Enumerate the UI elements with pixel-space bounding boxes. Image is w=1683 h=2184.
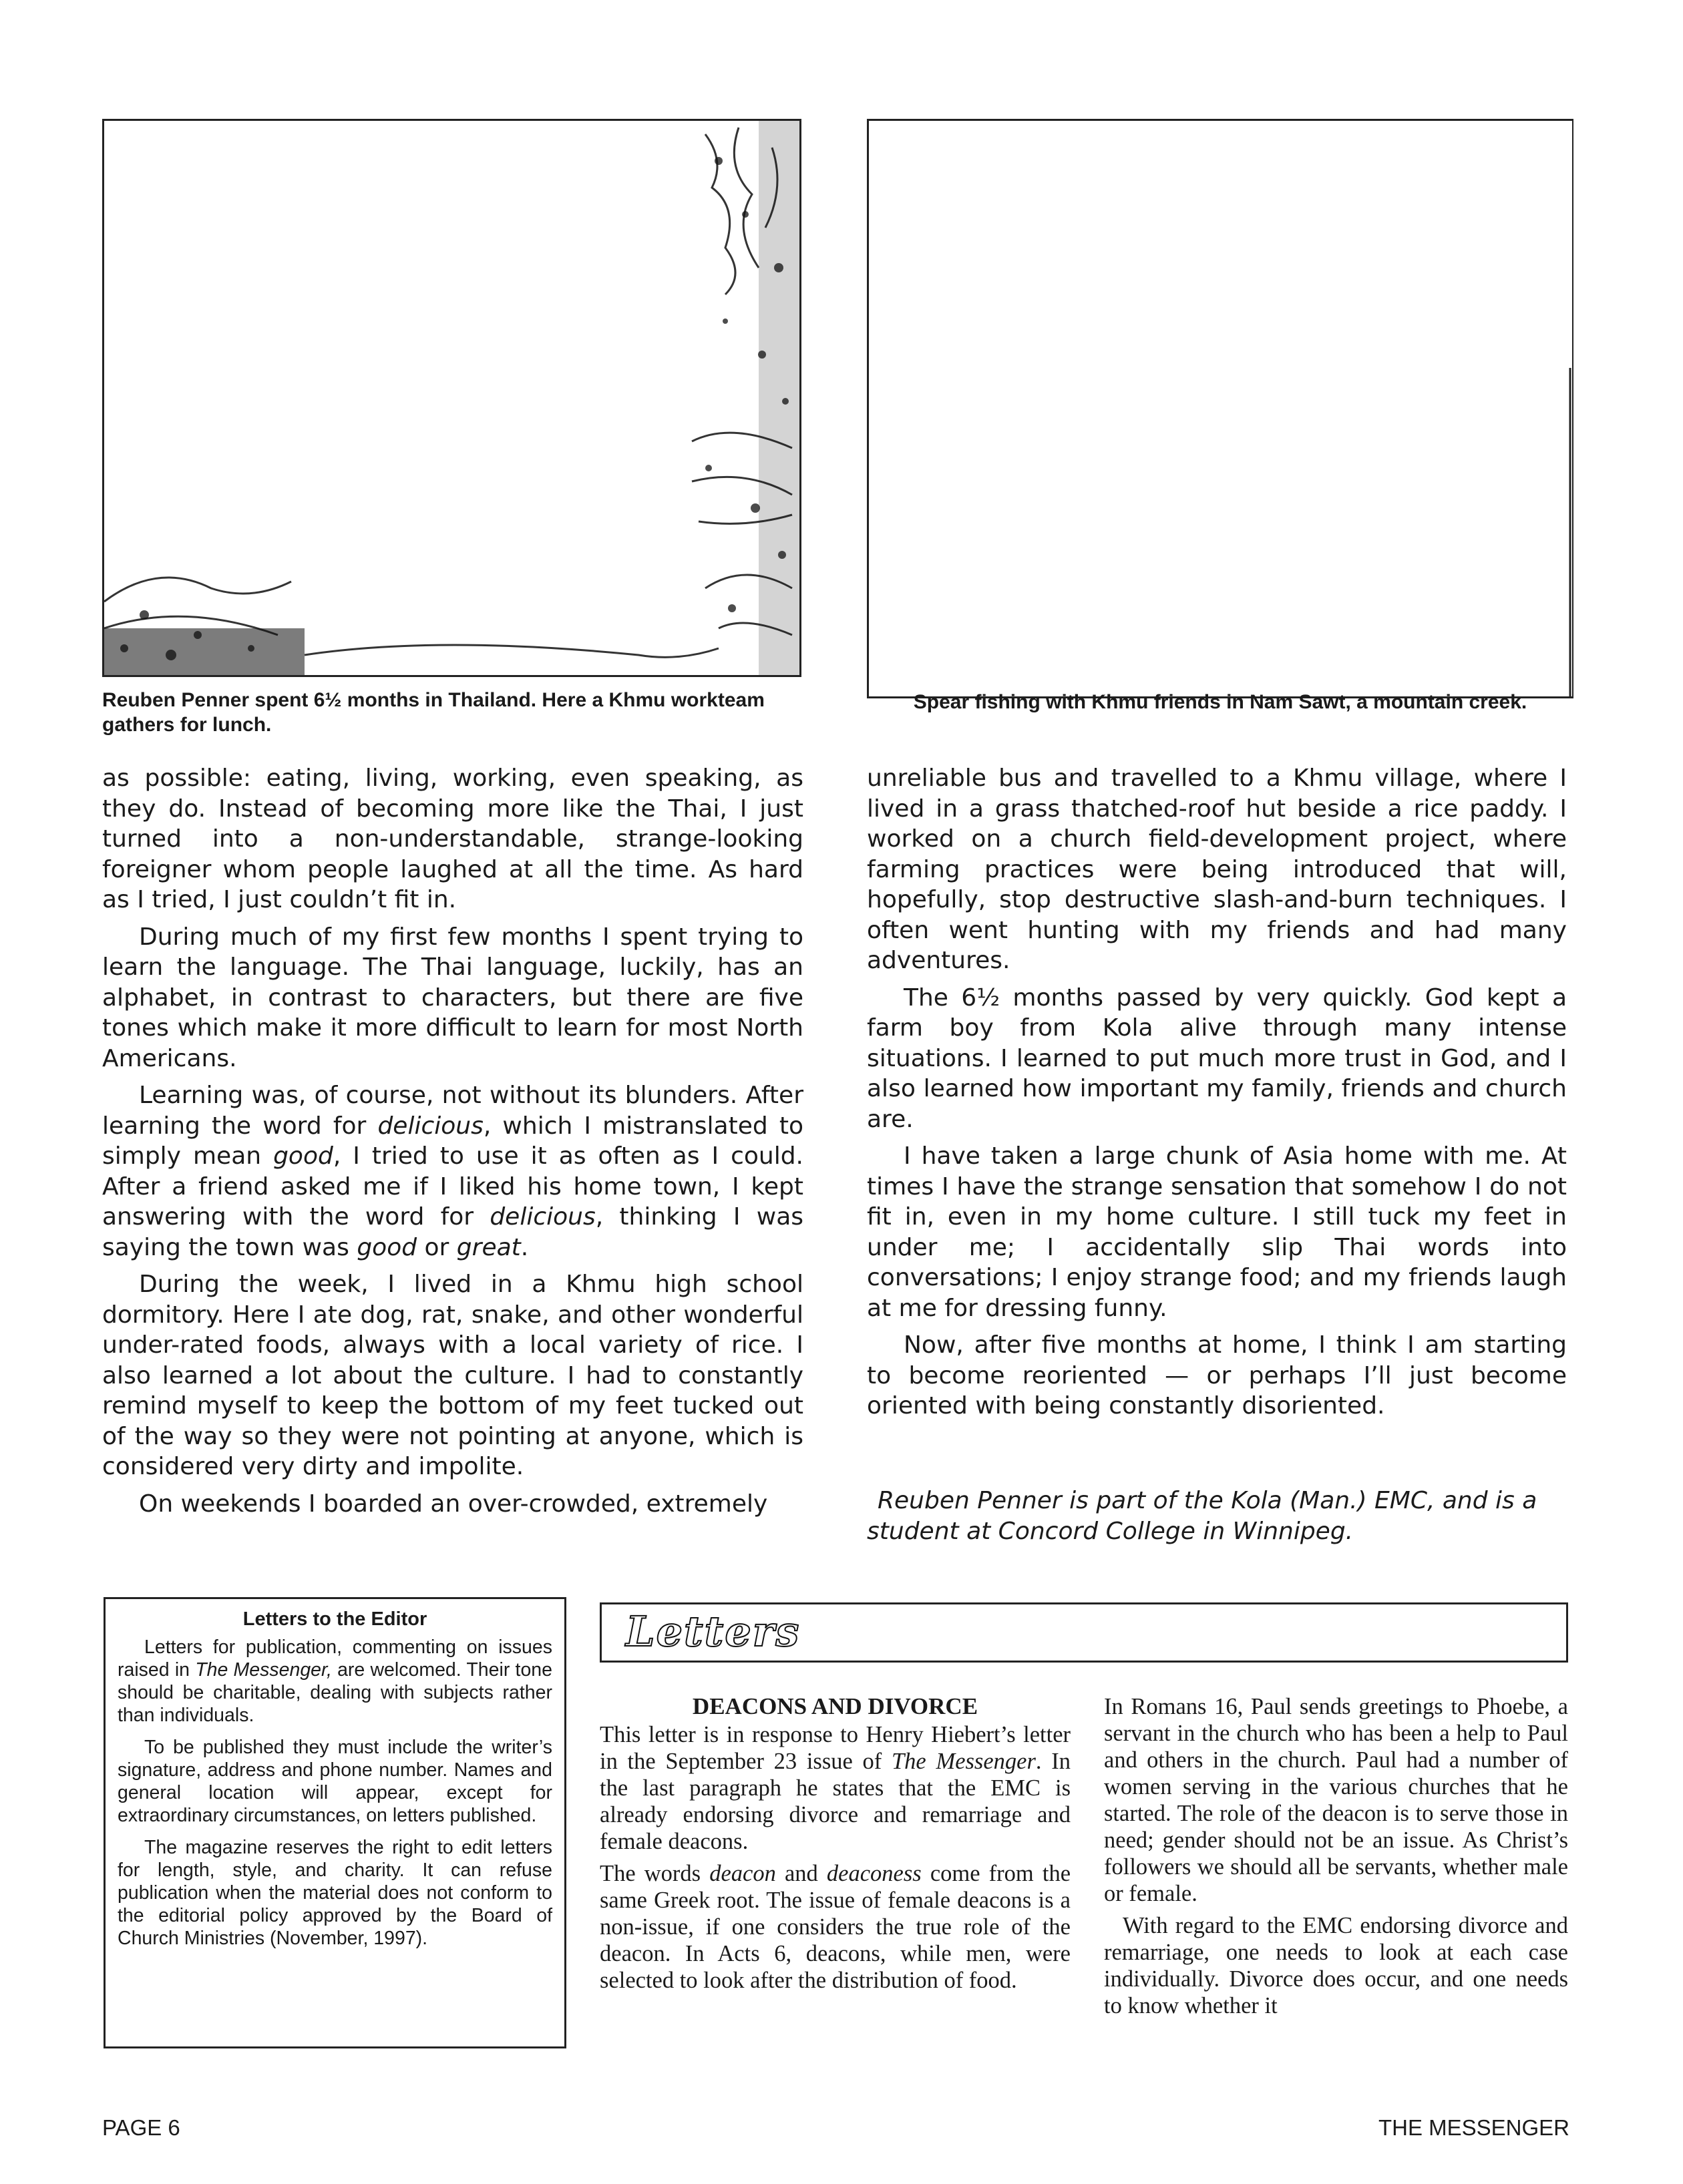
photo-khmu-workteam-image bbox=[104, 121, 799, 675]
letter-column-right bbox=[1104, 1693, 1568, 2024]
article-paragraph: During much of my first few months I spent trying to learn the language. The Thai language, luckily, has an alphabet, in contrast to characters, but there are five tones which make it more difficult to learn for most North Americans. bbox=[102, 923, 803, 1072]
page-number: PAGE 6 bbox=[102, 2115, 180, 2140]
letters-policy-title: Letters to the Editor bbox=[242, 1608, 427, 1630]
photo-khmu-workteam bbox=[102, 119, 801, 677]
article-column-right bbox=[867, 763, 1567, 1428]
article-paragraph-blunders: Learning was, of course, not without its blunders. After learning the word for delicious, which I mistranslated to simply mean good, I tried to use it as often as I could. After a friend asked me if I liked his home town, I kept answering with the word for delicious, thinking I was saying the town was good or great. bbox=[102, 1082, 804, 1261]
author-byline: Reuben Penner is part of the Kola (Man.) EMC, and is a student at Concord College in Winnipeg. bbox=[867, 1487, 1537, 1545]
photo-caption-right: Spear fishing with Khmu friends in Nam Sawt, a mountain creek. bbox=[913, 691, 1527, 713]
policy-paragraph: The magazine reserves the right to edit letters for length, style, and charity. It can refuse publication when the material does not conform to the editorial policy approved by the Board of Church Ministries (November, 1997). bbox=[118, 1837, 552, 1949]
letter-paragraph: This letter is in response to Henry Hiebert’s letter in the September 23 issue of The Messenger. In the last paragraph he states that the EMC is already endorsing divorce and remarriage and female deacons. bbox=[600, 1722, 1071, 1854]
article-paragraph: I have taken a large chunk of Asia home with me. At times I have the strange sensation that somehow I do not fit in, even in my home culture. I still tuck my feet in under me; I accidentally slip Thai words into conversations; I enjoy strange food; and my friends laugh at me for dressing funny. bbox=[867, 1142, 1567, 1322]
letter-column-left bbox=[600, 1693, 1071, 1999]
letter-paragraph: With regard to the EMC endorsing divorce and remarriage, one needs to look at each case individually. Divorce does occur, and one needs to know whether it bbox=[1104, 1913, 1568, 2018]
article-paragraph: unreliable bus and travelled to a Khmu village, where I lived in a grass thatched-roof hut beside a rice paddy. I worked on a church field-development project, where farming practices were being introduced that will, hopefully, stop destructive slash-and-burn techniques. I often went hunting with my friends and had many adventures. bbox=[867, 765, 1567, 974]
article-paragraph: The 6½ months passed by very quickly. God kept a farm boy from Kola alive through many intense situations. I learned to put much more trust in God, and I also learned how important my family, friends and church are. bbox=[867, 984, 1567, 1133]
policy-paragraph: Letters for publication, commenting on issues raised in The Messenger, are welcomed. Their tone should be charitable, dealing with subjects rather than individuals. bbox=[118, 1636, 552, 1726]
photo-caption-left: Reuben Penner spent 6½ months in Thailand. Here a Khmu workteam gathers for lunch. bbox=[102, 689, 765, 736]
publication-name: THE MESSENGER bbox=[1378, 2115, 1569, 2140]
letter-headline: DEACONS AND DIVORCE bbox=[692, 1693, 978, 1719]
article-paragraph: During the week, I lived in a Khmu high school dormitory. Here I ate dog, rat, snake, and other wonderful under-rated foods, always with a local variety of rice. I also learned a lot about the culture. I had to constantly remind myself to keep the bottom of my feet tucked out of the way so they were not pointing at anyone, which is considered very dirty and impolite. bbox=[102, 1271, 803, 1480]
letter-paragraph: The words deacon and deaconess come from the same Greek root. The issue of female deacons is a non-issue, if one considers the true role of the deacon. In Acts 6, deacons, while men, were selected to look after the distribution of food. bbox=[600, 1861, 1071, 1993]
article-paragraph: as possible: eating, living, working, even speaking, as they do. Instead of becoming more like the Thai, I just turned into a non-understandable, strange-looking foreigner whom people laughed at all the time. As hard as I tried, I just couldn’t fit in. bbox=[102, 765, 803, 913]
photo-spear-fishing-image bbox=[869, 121, 1572, 696]
letters-policy-box bbox=[104, 1597, 566, 2048]
policy-paragraph: To be published they must include the writer’s signature, address and phone number. Names and general location will appear, except for extraordinary circumstances, on letters published. bbox=[118, 1737, 552, 1826]
letters-section-title: Letters bbox=[626, 1607, 801, 1656]
photo-spear-fishing bbox=[867, 119, 1573, 698]
letter-paragraph: In Romans 16, Paul sends greetings to Phoebe, a servant in the church who has been a help to Paul and others in the church. Paul had a number of women serving in the various churches that he started. The role of the deacon is to serve those in need; gender should not be an issue. As Christ’s followers we should all be servants, whether male or female. bbox=[1104, 1694, 1568, 1906]
letters-section-header bbox=[600, 1602, 1568, 1663]
article-paragraph: Now, after five months at home, I think I am starting to become reoriented — or perhaps I’ll just become oriented with being constantly disoriented. bbox=[867, 1331, 1567, 1419]
article-column-left bbox=[102, 763, 803, 1526]
article-paragraph: On weekends I boarded an over-crowded, extremely bbox=[139, 1490, 768, 1518]
